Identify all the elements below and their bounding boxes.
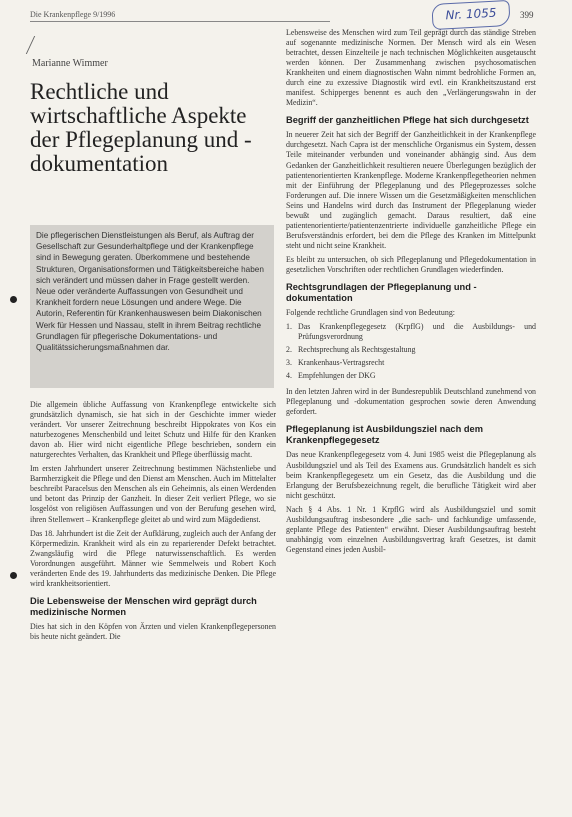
list-item: [286, 358, 536, 368]
handwritten-stamp: Nr. 1055: [431, 0, 510, 30]
list-text: Empfehlungen der DKG: [298, 371, 376, 381]
margin-punch-mark: [10, 296, 17, 303]
body-paragraph: Es bleibt zu untersuchen, ob sich Pflegeplanung und Pflegedokumentation in gesetzlichen Vorschriften oder rechtlichen Grundlagen wiederfinden.: [286, 254, 536, 274]
right-text-column: [286, 28, 536, 810]
running-head: Die Krankenpflege 9/1996: [30, 10, 330, 22]
body-paragraph: Die allgemein übliche Auffassung von Krankenpflege entwickelte sich grundsätzlich dynamisch, sie hat sich in der Geschichte immer wieder verändert. Vor unserer Zeitrechnung beschreibt Hippokrates von Kos ein naturbezogenes Menschenbild und leitet Schutz und Hilfe für den Kranken davon ab. Hier wird nicht eigentliche Pflege beschrieben, sondern ein naturgerechtes Verhalten, das Krankheit und Pflege überflüssig macht.: [30, 400, 276, 460]
section-heading: Begriff der ganzheitlichen Pflege hat sich durchgesetzt: [286, 115, 529, 126]
abstract-box: Die pflegerischen Dienstleistungen als Beruf, als Auftrag der Gesellschaft zur Gesunderhaltpflege und der Krankenpflege sind in Bewegung geraten. Überkommene und bestehende Strukturen, Organisationsformen und Tätigkeitsbereiche haben sich verändert und müssen daher in Frage gestellt werden. Neue oder veränderte Auffassungen von Gesundheit und Krankheit fordern neue Lösungen und andere Wege. Die Autorin, Referentin für Krankenhauswesen beim Diakonischen Werk für Hessen und Nassau, stellt in ihrem Beitrag rechtliche Grundlagen für pflegerische Dokumentations- und Qualitätssicherungsmaßnahmen dar.: [30, 225, 274, 388]
page-number: 399: [520, 10, 534, 20]
margin-punch-mark: [10, 572, 17, 579]
body-paragraph: Folgende rechtliche Grundlagen sind von Bedeutung:: [286, 308, 455, 318]
list-item: [286, 371, 536, 381]
section-heading: Die Lebensweise der Menschen wird geprägt durch medizinische Normen: [30, 595, 257, 617]
list-number: 2.: [286, 345, 292, 355]
list-item: [286, 345, 536, 355]
left-text-column: [30, 400, 276, 810]
section-heading: Rechtsgrundlagen der Pflegeplanung und -dokumentation: [286, 282, 477, 304]
body-paragraph: In den letzten Jahren wird in der Bundesrepublik Deutschland zunehmend von Pflegeplanung und -dokumentation gesprochen sowie deren Anwendung gefordert.: [286, 387, 536, 417]
list-text: Krankenhaus-Vertragsrecht: [298, 358, 385, 368]
list-number: 4.: [286, 371, 292, 381]
list-item: [286, 322, 536, 342]
legal-basis-list: [286, 322, 536, 381]
body-paragraph: Nach § 4 Abs. 1 Nr. 1 KrpflG wird als Ausbildungsziel und somit Ausbildungsauftrag insbesondere „die sach- und fachkundige umfassende, geplante Pflege des Patienten“ erwähnt. Dieser Ausbildungsauftrag besteht unabhängig vom einzelnen Ausbildungsvertrag kraft Gesetzes, ist damit Gegenstand eines jeden Ausbil-: [286, 504, 536, 554]
list-number: 3.: [286, 358, 292, 368]
section-heading: Pflegeplanung ist Ausbildungsziel nach dem Krankenpflegegesetz: [286, 424, 483, 446]
article-title: Rechtliche und wirtschaftliche Aspekte der Pflegeplanung und -dokumentation: [30, 79, 252, 176]
list-number: 1.: [286, 322, 292, 332]
body-paragraph: Dies hat sich in den Köpfen von Ärzten und vielen Krankenpflegepersonen bis heute nicht geändert. Die: [30, 621, 276, 641]
body-paragraph: Das 18. Jahrhundert ist die Zeit der Aufklärung, zugleich auch der Anfang der Körpermedizin. Krankheit wird als ein zu reparierender Defekt betrachtet. Zwangsläufig wird die Pflege naturwissenschaftlich. Es werden Vorordnungen ausgeführt. Männer wie Semmelweis und Robert Koch veränderten Ende des 19. Jahrhunderts das medizinische Denken. Die Pflege wird krankheitsorientiert.: [30, 528, 276, 588]
body-paragraph: Das neue Krankenpflegegesetz vom 4. Juni 1985 weist die Pflegeplanung als Ausbildungsziel und als Teil des Examens aus. Grundsätzlich handelt es sich beim Krankenpflegegesetz um ein Gesetz, das die Ausbildung und die Erlangung der Berufsbezeichnung regelt, die berufliche Tätigkeit wird aber nicht geschützt.: [286, 450, 536, 500]
list-text: Rechtsprechung als Rechtsgestaltung: [298, 345, 416, 355]
author-name: Marianne Wimmer: [32, 58, 108, 69]
pen-mark: [26, 36, 50, 54]
body-paragraph: Im ersten Jahrhundert unserer Zeitrechnung bestimmen Nächstenliebe und Barmherzigkeit die Pflege und den Dienst am Menschen. Auch im Mittelalter beschreibt Paracelsus den Menschen als ein Geheimnis, als einen Werdenden und betont das Prinzip der Ganzheit. In dieser Zeit verliert Pflege, wo sie losgelöst von religiösen Auffassungen und von der Berufung gesehen wird, ihren Stellenwert – Krankenpflege gleitet ab und wird zum Mägdedienst.: [30, 464, 276, 524]
body-paragraph: In neuerer Zeit hat sich der Begriff der Ganzheitlichkeit in der Krankenpflege durchgesetzt. Nach Capra ist der menschliche Organismus ein System, dessen Teile miteinander verbunden und voneinander abhängig sind. Aus dem Gedanken der Ganzheitlichkeit resultieren neuere Überlegungen bezüglich der patientenorientierten Krankenpflege. Moderne Krankenpflegetheorien nehmen mit der Einführung der Pflegeplanung und des Pflegeprozesses solche Forderungen auf. Die innere Wissen um die Gesetzmäßigkeiten menschlichen Seins und Handelns wird durch das Instrument der Pflegeplanung wieder bewußt und zugänglich gemacht. Daraus resultiert, daß eine patientenorientierte/patientenzentrierte individuelle ganzheitliche Pflege ein Berufsverständnis erfordert, bei dem die Pflege des Kranken im Mittelpunkt steht und nicht seine Krankheit.: [286, 130, 536, 250]
body-paragraph: Lebensweise des Menschen wird zum Teil geprägt durch das ständige Streben auf sogenannte medizinische Normen. Der Mensch wird als ein Wesen betrachtet, dessen Einzelteile je nach technischen Möglichkeiten ausgetauscht werden können. Der Zusammenhang zwischen psychosomatischen Krankheiten und einem diagnostischen Wahn nimmt bedrohliche Formen an, durch eine zu exzessive Diagnostik wird evtl. ein Krankheitszustand erst manifest. Schipperges benennt es auch den „Verlängerungswahn in der Medizin“.: [286, 28, 536, 108]
list-text: Das Krankenpflegegesetz (KrpflG) und die Ausbildungs- und Prüfungsverordnung: [298, 322, 536, 342]
